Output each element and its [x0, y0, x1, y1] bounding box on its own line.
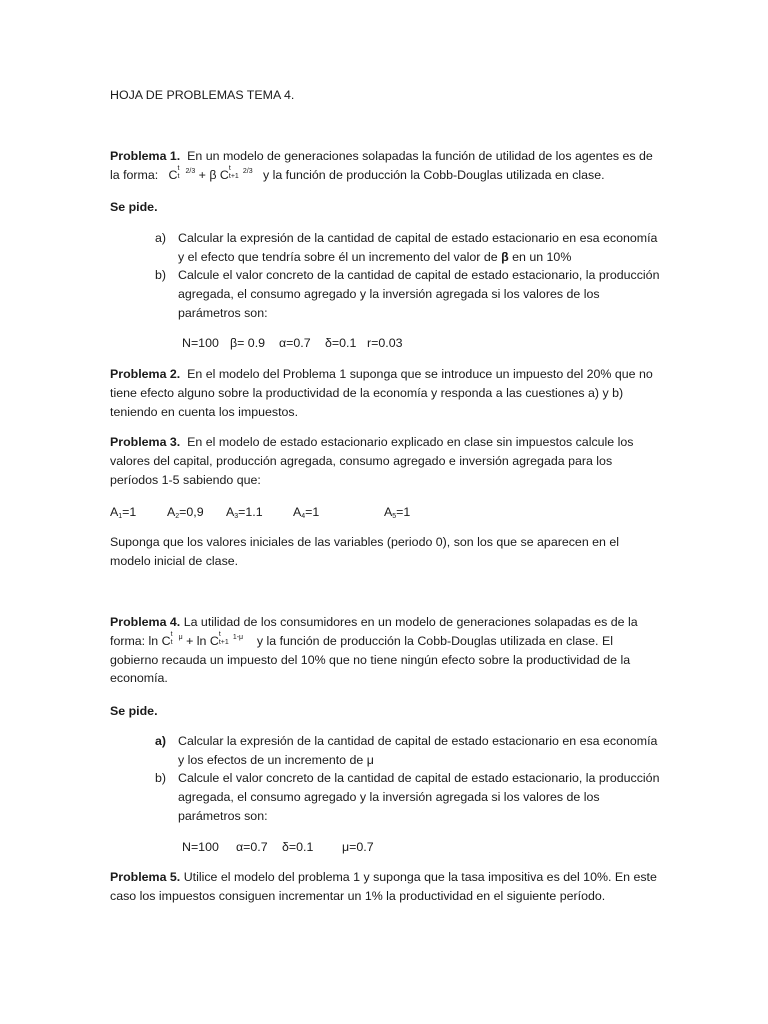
problem-3-statement: Problema 3. En el modelo de estado estacionario explicado en clase sin impuestos calcule los valores del capital, producción agregada, consumo agregado e inversión agregada para los períodos 1-5 sabiendo que: [110, 435, 634, 487]
param: β= 0.9 [230, 336, 266, 350]
problem-1-statement [110, 147, 662, 185]
problem-2-statement: Problema 2. En el modelo del Problema 1 suponga que se introduce un impuesto del 20% que no tiene efecto alguno sobre la productividad de la economía y responda a las cuestiones a) y b) teniendo en cuenta los impuestos. [110, 367, 653, 419]
problem-1-se-pide: Se pide. [110, 200, 158, 214]
param: μ=0.7 [342, 840, 374, 854]
problem-5-label: Problema 5. [110, 870, 181, 884]
problem-4-se-pide: Se pide. [110, 704, 158, 718]
param: δ=0.1 [282, 840, 314, 854]
problem-5-statement: Problema 5. Utilice el modelo del problema 1 y suponga que la tasa impositiva es del 10%. En este caso los impuestos consiguen incrementar un 1% la productividad en el siguiente período. [110, 870, 657, 903]
a-value-5: $A_5=1$ [384, 505, 411, 520]
problem-3-note: Suponga que los valores iniciales de las variables (periodo 0), son los que se aparecen en el modelo inicial de clase. [110, 535, 620, 568]
problem-1-text: En un modelo de generaciones solapadas la función de utilidad de los agentes es de la forma: [110, 149, 653, 182]
list-marker: a) [155, 734, 167, 748]
problem-4-label: Problema 4. [110, 615, 181, 629]
page-title: HOJA DE PROBLEMAS TEMA 4. [110, 88, 295, 102]
problem-1-item-a: a) Calcular la expresión de la cantidad de capital de estado estacionario en esa economía y el efecto que tendría sobre él un incremento del valor de β en un 10% [155, 231, 658, 264]
param: α=0.7 [236, 840, 268, 854]
param: r=0.03 [367, 336, 403, 350]
list-marker: b) [155, 268, 167, 282]
problem-3-a-values [110, 503, 410, 521]
problem-1-item-b: b) Calcule el valor concreto de la cantidad de capital de estado estacionario, la producción agregada, el consumo agregado y la inversión agregada si los valores de los parámetros son: [155, 268, 660, 320]
problem-1-text-b: y la función de producción la Cobb-Douglas utilizada en clase. [262, 167, 605, 182]
param: δ=0.1 [325, 336, 357, 350]
param: α=0.7 [279, 336, 311, 350]
problem-4-item-a: a) Calcular la expresión de la cantidad de capital de estado estacionario en esa economía y los efectos de un incremento de μ [155, 734, 658, 767]
problem-3-label: Problema 3. [110, 435, 181, 449]
beta-symbol: β [501, 249, 509, 264]
problem-1-parameters [182, 334, 402, 352]
a-value-1: $A_1=1$ [110, 505, 137, 520]
a-value-4: $A_4=1$ [293, 505, 320, 520]
a-value-3: $A_3=1.1$ [226, 505, 263, 520]
list-marker: a) [155, 231, 167, 245]
problem-4-statement: Problema 4. La utilidad de los consumidores en un modelo de generaciones solapadas es de la forma: ln C t t $^\mu$ + ln C t t+1 $^{1-\mu}$ y la función de producción la Cobb-Douglas utilizada en clase. El gobierno recauda un impuesto del 10% que no tiene ningún efecto sobre la productividad de la economía. [110, 615, 638, 686]
problem-2-label: Problema 2. [110, 367, 181, 381]
list-marker: b) [155, 771, 167, 785]
a-value-2: $A_2=0,9$ [167, 505, 204, 520]
problem-4-item-b: b) Calcule el valor concreto de la cantidad de capital de estado estacionario, la producción agregada, el consumo agregado y la inversión agregada si los valores de los parámetros son: [155, 771, 660, 823]
problem-1-label: Problema 1. [110, 149, 181, 163]
param: N=100 [182, 336, 219, 350]
utility-formula-1: C t t $^{2/3}$ + β C t t+1 $^{2/3}$ [168, 164, 253, 182]
param: N=100 [182, 840, 219, 854]
problem-4-parameters [182, 838, 374, 856]
